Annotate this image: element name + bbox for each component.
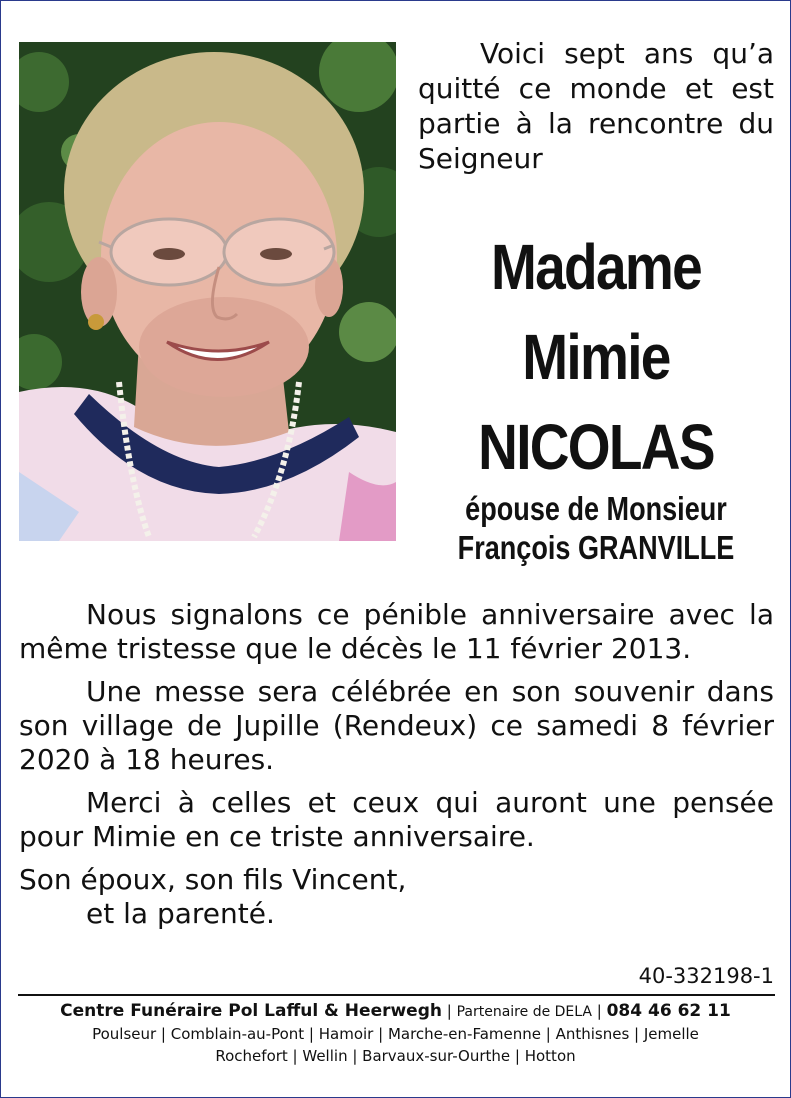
mass-paragraph: Une messe sera célébrée en son souvenir dans son village de Jupille (Rendeux) ce samedi 8 février 2020 à 18 heures. [19, 675, 774, 776]
locations-line-1: Poulseur | Comblain-au-Pont | Hamoir | Marche-en-Famenne | Anthisnes | Jemelle [92, 1025, 699, 1043]
funeral-home-footer: Centre Funéraire Pol Lafful & Heerwegh | Partenaire de DELA | 084 46 62 11 Poulseur | Comblain-au-Pont | Hamoir | Marche-en-Famenne | Anthisnes | Jemelle Rochefort | Wellin | Barvaux-sur-Ourthe | Hotton [10, 1000, 781, 1067]
funeral-home-name: Centre Funéraire Pol Lafful & Heerwegh [60, 1001, 442, 1021]
partner-text: Partenaire de DELA [456, 1004, 592, 1020]
name-first: Mimie [522, 321, 670, 393]
spouse-info [439, 489, 752, 567]
anniversary-paragraph: Nous signalons ce pénible anniversaire avec la même tristesse que le décès le 11 février 2013. [19, 598, 774, 665]
spouse-line-2: François GRANVILLE [457, 529, 735, 566]
name-title: Madame [491, 231, 701, 303]
deceased-name [432, 222, 761, 492]
thanks-paragraph: Merci à celles et ceux qui auront une pensée pour Mimie en ce triste anniversaire. [19, 786, 774, 853]
locations-line-2: Rochefort | Wellin | Barvaux-sur-Ourthe | Hotton [215, 1047, 576, 1065]
portrait-photo [19, 42, 396, 541]
signature-line-1: Son époux, son fils Vincent, [19, 863, 407, 896]
notice-body [19, 598, 774, 931]
phone-number: 084 46 62 11 [606, 1001, 731, 1021]
reference-number: 40-332198-1 [638, 964, 774, 988]
intro-text: Voici sept ans qu’a quitté ce monde et est partie à la rencontre du Seigneur [418, 37, 774, 175]
footer-divider [18, 994, 775, 996]
spouse-line-1: épouse de Monsieur [465, 490, 727, 527]
name-last: NICOLAS [478, 411, 714, 483]
signature-line-2: et la parenté. [86, 897, 275, 930]
